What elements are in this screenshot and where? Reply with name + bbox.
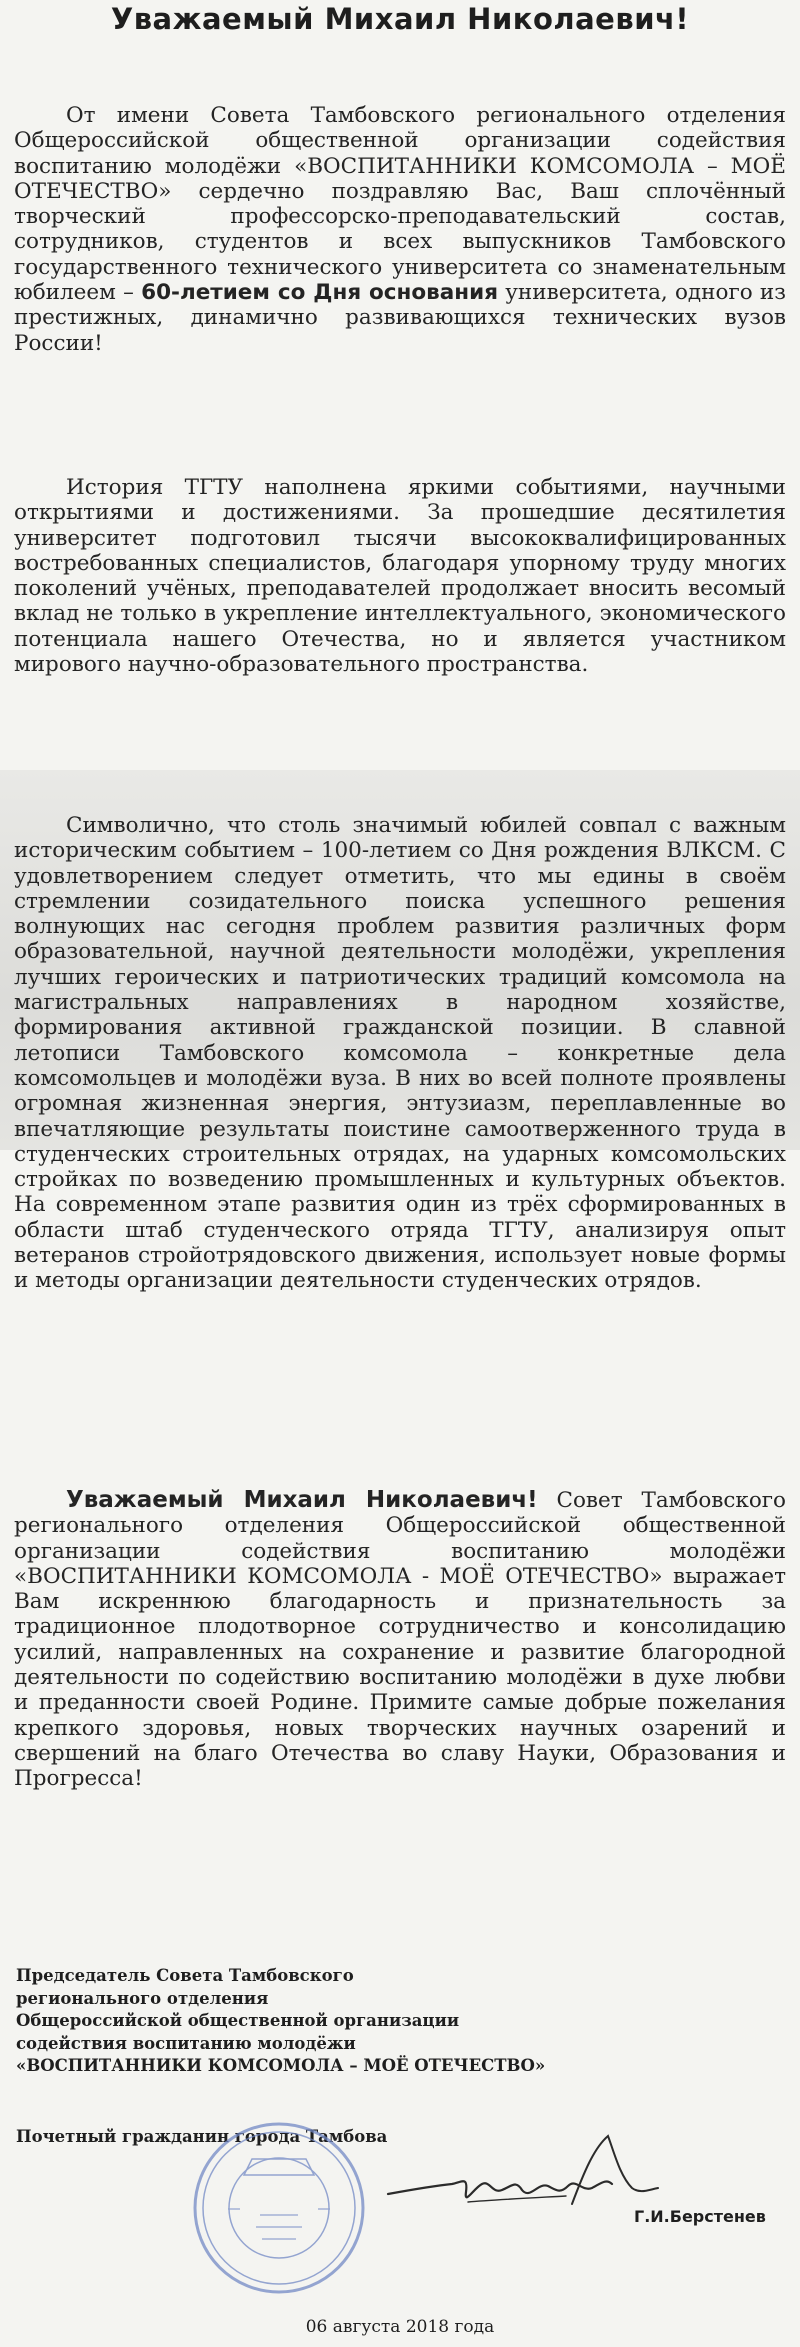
paragraph-history: История ТГТУ наполнена яркими событиями, научными открытиями и достижениями. За прошедшие десятилетия университет подготовил тысячи высококвалифицированных востребованных специалистов, благодаря упорному труду многих поколений учёных, преподавателей продолжает вносить весомый вклад не только в укрепление интеллектуального, экономического потенциала нашего Отечества, но и является участником мирового научно-образовательного пространства. [14, 475, 786, 678]
position-line: Общероссийской общественной организации [16, 2011, 460, 2030]
signer-name: Г.И.Берстенев [634, 2207, 766, 2226]
position-line: содействия воспитанию молодёжи [16, 2033, 356, 2053]
paragraph-1-text-b: университета, одного из престижных, динамично развивающихся технических вузов России! [14, 280, 786, 356]
letter-salutation-title: Уважаемый Михаил Николаевич! [110, 2, 690, 36]
signer-position [16, 1965, 616, 2078]
inline-salutation: Уважаемый Михаил Николаевич! [66, 1487, 538, 1513]
anniversary-emphasis: 60-летием со Дня основания [141, 280, 499, 306]
position-line: регионального отделения [16, 1988, 269, 2008]
letter-date: 06 августа 2018 года [305, 2317, 495, 2337]
position-line: «ВОСПИТАННИКИ КОМСОМОЛА – МОЁ ОТЕЧЕСТВО» [16, 2056, 546, 2075]
gratitude-text: Совет Тамбовского регионального отделения Общероссийской общественной организации содействия воспитанию молодёжи «ВОСПИТАННИКИ КОМСОМОЛА - МОЁ ОТЕЧЕСТВО» выражает Вам искреннюю благодарность и признательность за традиционное плодотворное сотрудничество и консолидацию усилий, направленных на сохранение и развитие благородной деятельности по содействию воспитанию молодёжи в духе любви и преданности своей Родине. Примите самые добрые пожелания крепкого здоровья, новых творческих научных озарений и свершений на благо Отечества во славу Науки, Образования и Прогресса! [14, 1488, 787, 1792]
handwritten-signature [370, 2132, 670, 2242]
paragraph-1-text-a: От имени Совета Тамбовского регионального отделения Общероссийской общественной организации содействия воспитанию молодёжи «ВОСПИТАННИКИ КОМСОМОЛА – МОЁ ОТЕЧЕСТВО» сердечно поздравляю Вас, Ваш сплочённый творческий профессорско-преподавательский состав, сотрудников, студентов и всех выпускников Тамбовского государственного технического университета со знаменательным юбилеем – [14, 103, 786, 306]
organization-stamp [188, 2117, 370, 2299]
paragraph-komsomol: Символично, что столь значимый юбилей совпал с важным историческим событием – 100-летием со Дня рождения ВЛКСМ. С удовлетворением следует отметить, что мы едины в своём стремлении созидательного поиска успешного решения волнующих нас сегодня проблем развития различных форм образовательной, научной деятельности молодёжи, укрепления лучших героических и патриотических традиций комсомола на магистральных направлениях в народном хозяйстве, формирования активной гражданской позиции. В славной летописи Тамбовского комсомола – конкретные дела комсомольцев и молодёжи вуза. В них во всей полноте проявлены огромная жизненная энергия, энтузиазм, переплавленные во впечатляющие результаты поистине самоотверженного труда в студенческих строительных отрядах, на ударных комсомольских стройках по возведению промышленных и культурных объектов. На современном этапе развития один из трёх сформированных в области штаб студенческого отряда ТГТУ, анализируя опыт ветеранов стройотрядовского движения, использует новые формы и методы организации деятельности студенческих отрядов. [14, 813, 786, 1294]
position-line: Председатель Совета Тамбовского [16, 1966, 354, 1985]
paragraph-congratulation [14, 103, 786, 356]
honorary-title: Почетный гражданин города Тамбова [16, 2127, 388, 2146]
paragraph-gratitude [14, 1488, 786, 1792]
